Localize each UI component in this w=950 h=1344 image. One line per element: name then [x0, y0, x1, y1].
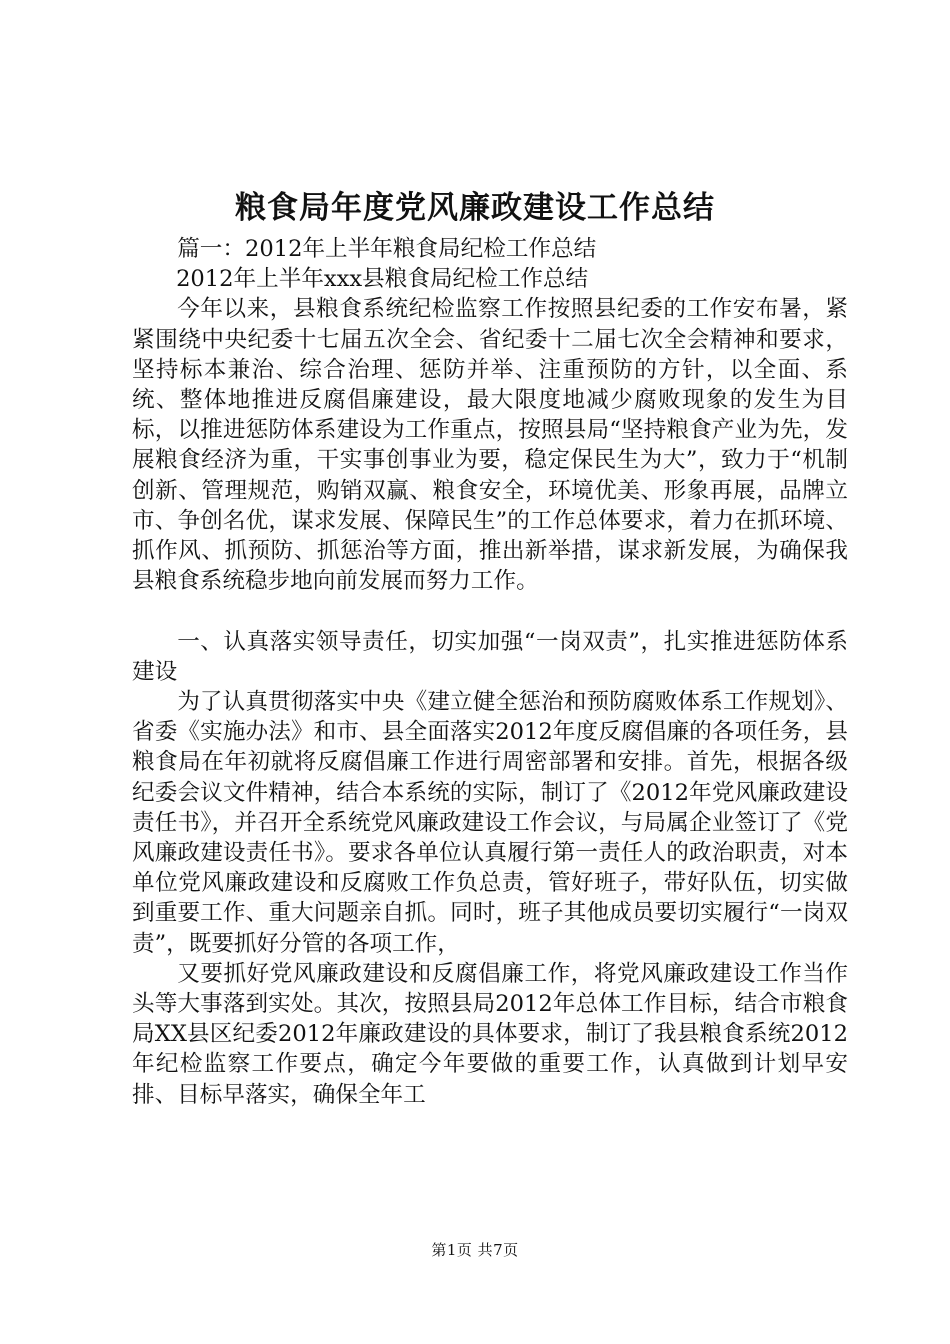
- document-body: [132, 234, 848, 1110]
- chapter-heading: 篇一：2012年上半年粮食局纪检工作总结: [177, 236, 597, 262]
- section-heading-1: 一、认真落实领导责任，切实加强“一岗双责”，扎实推进惩防体系建设: [132, 628, 848, 685]
- body-paragraph-1: 为了认真贯彻落实中央《建立健全惩治和预防腐败体系工作规划》、省委《实施办法》和市、县全面落实2012年度反腐倡廉的各项任务，县粮食局在年初就将反腐倡廉工作进行周密部署和安排。首先，根据各级纪委会议文件精神，结合本系统的实际，制订了《2012年党风廉政建设责任书》，并召开全系统党风廉政建设工作会议，与局属企业签订了《党风廉政建设责任书》。要求各单位认真履行第一责任人的政治职责，对本单位党风廉政建设和反腐败工作负总责，管好班子，带好队伍，切实做到重要工作、重大问题亲自抓。同时，班子其他成员要切实履行“一岗双责”，既要抓好分管的各项工作，: [132, 689, 848, 957]
- intro-paragraph: 今年以来，县粮食系统纪检监察工作按照县纪委的工作安布暑，紧紧围绕中央纪委十七届五次全会、省纪委十二届七次全会精神和要求，坚持标本兼治、综合治理、惩防并举、注重预防的方针，以全面、系统、整体地推进反腐倡廉建设，最大限度地减少腐败现象的发生为目标，以推进惩防体系建设为工作重点，按照县局“坚持粮食产业为先，发展粮食经济为重，干实事创事业为要，稳定保民生为大”，致力于“机制创新、管理规范，购销双赢、粮食安全，环境优美、形象再展，品牌立市、争创名优，谋求发展、保障民生”的工作总体要求，着力在抓环境、抓作风、抓预防、抓惩治等方面，推出新举措，谋求新发展，为确保我县粮食系统稳步地向前发展而努力工作。: [132, 296, 848, 595]
- report-subtitle: 2012年上半年xxx县粮食局纪检工作总结: [176, 266, 589, 293]
- document-title: 粮食局年度党风廉政建设工作总结: [235, 190, 715, 226]
- body-paragraph-2: 又要抓好党风廉政建设和反腐倡廉工作，将党风廉政建设工作当作头等大事落到实处。其次，按照县局2012年总体工作目标，结合市粮食局XX县区纪委2012年廉政建设的具体要求，制订了我县粮食系统2012年纪检监察工作要点，确定今年要做的重要工作，认真做到计划早安排、目标早落实，确保全年工: [132, 960, 848, 1108]
- page-footer: 第1页 共7页: [431, 1241, 519, 1259]
